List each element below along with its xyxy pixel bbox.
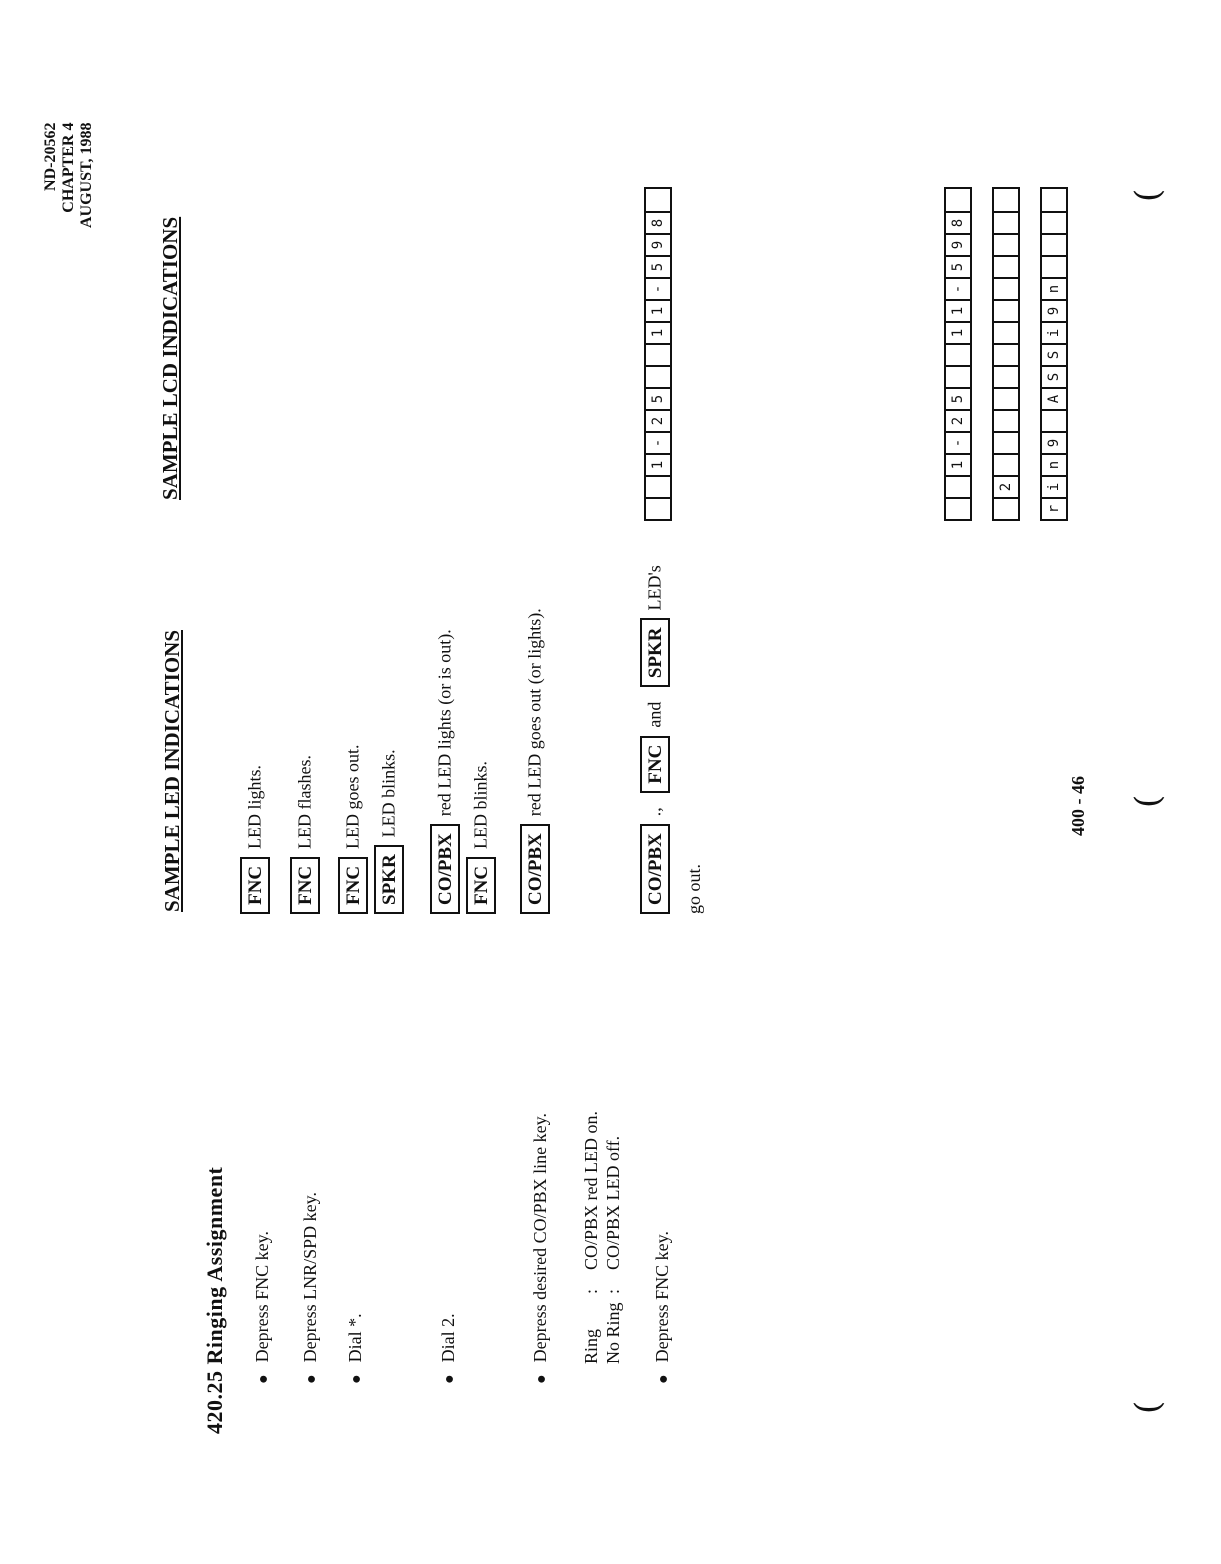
- lcd-cell: 1: [946, 321, 970, 343]
- margin-mark: (: [1128, 794, 1168, 808]
- lcd-cell: [994, 365, 1018, 387]
- led-text: LED goes out.: [342, 744, 363, 849]
- lcd-cell: n: [1042, 453, 1066, 475]
- lcd-cell: 8: [946, 211, 970, 233]
- lcd-cell: -: [646, 431, 670, 453]
- ring-value: CO/PBX red LED on.: [581, 1111, 601, 1270]
- bullet-icon: ●: [255, 1374, 272, 1384]
- lcd-cell: [946, 475, 970, 497]
- ring-status-table: [580, 1111, 624, 1364]
- co-pbx-key: CO/PBX: [520, 824, 550, 914]
- lcd-cell: [646, 189, 670, 211]
- step-text: Depress desired CO/PBX line key.: [530, 1113, 550, 1363]
- fnc-key: FNC: [466, 857, 496, 914]
- lcd-cell: S: [1042, 343, 1066, 365]
- noring-row: [602, 1111, 624, 1364]
- lcd-cell: [994, 387, 1018, 409]
- fnc-key: FNC: [290, 857, 320, 914]
- step-5: [530, 1113, 551, 1384]
- lcd-cell: [994, 299, 1018, 321]
- ring-row: [580, 1111, 602, 1364]
- lcd-cell: [646, 343, 670, 365]
- step-text: Depress FNC key.: [252, 1231, 272, 1363]
- lcd-cell: 9: [946, 233, 970, 255]
- lcd-display-4: [644, 187, 672, 521]
- lcd-cell: [946, 343, 970, 365]
- lcd-cell: [994, 233, 1018, 255]
- step-2: [300, 1192, 321, 1384]
- section-number: 420.25: [202, 1370, 227, 1434]
- step-1: [252, 1231, 273, 1384]
- lcd-cell: [994, 189, 1018, 211]
- led-row-5: [430, 629, 460, 914]
- lcd-cell: S: [1042, 365, 1066, 387]
- led-text: LED's: [644, 565, 665, 611]
- lcd-cell: 2: [946, 409, 970, 431]
- separator: :: [581, 1288, 601, 1294]
- fnc-key: FNC: [240, 857, 270, 914]
- lcd-cell: i: [1042, 475, 1066, 497]
- page-number: 400 - 46: [1068, 776, 1088, 836]
- led-separator: and: [644, 701, 665, 728]
- step-3: [345, 1313, 366, 1384]
- lcd-display-1: [944, 187, 972, 521]
- led-text: LED blinks.: [470, 760, 491, 849]
- step-text: Dial *.: [345, 1313, 365, 1363]
- led-row-8: [640, 565, 670, 914]
- lcd-cell: 9: [1042, 299, 1066, 321]
- lcd-cell: 1: [646, 453, 670, 475]
- led-text: LED flashes.: [294, 754, 315, 849]
- lcd-cell: -: [946, 431, 970, 453]
- lcd-cell: 5: [946, 387, 970, 409]
- led-text: red LED lights (or is out).: [434, 629, 455, 817]
- lcd-cell: 1: [646, 299, 670, 321]
- lcd-cell: [1042, 233, 1066, 255]
- led-separator: .,: [644, 807, 665, 817]
- lcd-cell: 8: [646, 211, 670, 233]
- step-text: Depress LNR/SPD key.: [300, 1192, 320, 1363]
- document-header: [42, 123, 96, 229]
- lcd-cell: -: [646, 277, 670, 299]
- lcd-heading: SAMPLE LCD INDICATIONS: [158, 216, 182, 500]
- lcd-cell: [994, 409, 1018, 431]
- lcd-cell: 9: [1042, 431, 1066, 453]
- bullet-icon: ●: [441, 1374, 458, 1384]
- led-row-8-cont: go out.: [684, 863, 704, 914]
- lcd-cell: [994, 321, 1018, 343]
- lcd-cell: [994, 431, 1018, 453]
- lcd-cell: 9: [646, 233, 670, 255]
- lcd-display-3: [1040, 187, 1068, 521]
- led-row-7: [520, 608, 550, 914]
- lcd-cell: r: [1042, 497, 1066, 519]
- bullet-icon: ●: [348, 1374, 365, 1384]
- lcd-cell: 5: [946, 255, 970, 277]
- spkr-key: SPKR: [640, 618, 670, 687]
- spkr-key: SPKR: [374, 845, 404, 914]
- lcd-cell: [1042, 189, 1066, 211]
- doc-date: AUGUST, 1988: [78, 122, 95, 228]
- led-row-3: [338, 744, 368, 914]
- separator: :: [603, 1288, 623, 1294]
- fnc-key: FNC: [338, 857, 368, 914]
- lcd-cell: [946, 365, 970, 387]
- bullet-icon: ●: [655, 1374, 672, 1384]
- lcd-cell: 1: [946, 453, 970, 475]
- chapter-label: CHAPTER 4: [60, 122, 77, 213]
- lcd-cell: 1: [646, 321, 670, 343]
- lcd-display-2: [992, 187, 1020, 521]
- lcd-cell: [646, 497, 670, 519]
- lcd-cell: [994, 277, 1018, 299]
- lcd-cell: [994, 343, 1018, 365]
- lcd-cell: A: [1042, 387, 1066, 409]
- led-text: LED blinks.: [378, 749, 399, 838]
- lcd-cell: [994, 211, 1018, 233]
- lcd-cell: [946, 189, 970, 211]
- lcd-cell: i: [1042, 321, 1066, 343]
- lcd-cell: [1042, 409, 1066, 431]
- bullet-icon: ●: [533, 1374, 550, 1384]
- led-heading: SAMPLE LED INDICATIONS: [160, 630, 184, 912]
- lcd-cell: [1042, 255, 1066, 277]
- margin-mark: (: [1128, 1400, 1168, 1414]
- fnc-key: FNC: [640, 736, 670, 793]
- lcd-cell: [994, 255, 1018, 277]
- lcd-cell: [946, 497, 970, 519]
- co-pbx-key: CO/PBX: [640, 824, 670, 914]
- ring-label: Ring: [581, 1328, 601, 1364]
- lcd-cell: [994, 497, 1018, 519]
- lcd-cell: 1: [946, 299, 970, 321]
- lcd-cell: 5: [646, 387, 670, 409]
- led-row-1: [240, 765, 270, 914]
- bullet-icon: ●: [303, 1374, 320, 1384]
- lcd-cell: 2: [646, 409, 670, 431]
- noring-label: No Ring: [603, 1302, 623, 1364]
- section-title: [202, 1167, 228, 1434]
- lcd-cell: [646, 475, 670, 497]
- co-pbx-key: CO/PBX: [430, 824, 460, 914]
- lcd-cell: n: [1042, 277, 1066, 299]
- led-text: red LED goes out (or lights).: [524, 608, 545, 817]
- step-text: Depress FNC key.: [652, 1231, 672, 1363]
- noring-value: CO/PBX LED off.: [603, 1135, 623, 1270]
- lcd-cell: 5: [646, 255, 670, 277]
- led-row-4: [374, 749, 404, 914]
- margin-mark: (: [1128, 188, 1168, 202]
- lcd-cell: -: [946, 277, 970, 299]
- doc-number: ND-20562: [42, 122, 59, 191]
- lcd-cell: [994, 453, 1018, 475]
- step-6: [652, 1231, 673, 1384]
- led-text: LED lights.: [244, 764, 265, 849]
- step-text: Dial 2.: [438, 1313, 458, 1363]
- led-row-2: [290, 755, 320, 914]
- step-4: [438, 1313, 459, 1384]
- section-name: Ringing Assignment: [202, 1166, 227, 1365]
- lcd-cell: 2: [994, 475, 1018, 497]
- lcd-cell: [646, 365, 670, 387]
- lcd-cell: [1042, 211, 1066, 233]
- led-row-6: [466, 761, 496, 914]
